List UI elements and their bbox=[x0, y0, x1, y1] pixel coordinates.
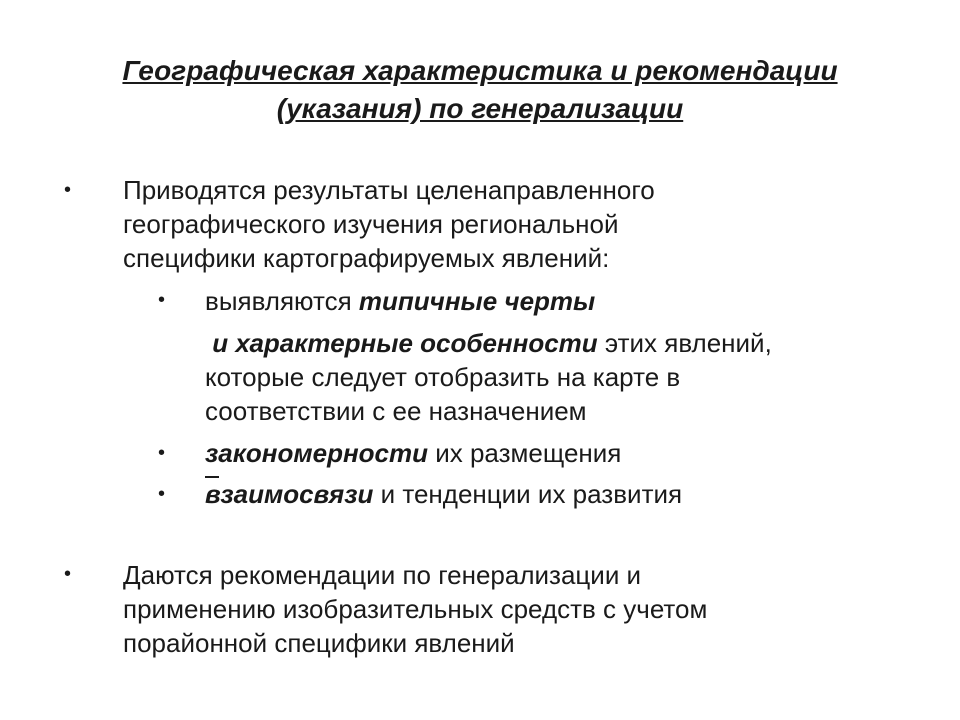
sub-bullet-1-cont-line-1 bbox=[205, 326, 925, 360]
bullet-1-text bbox=[123, 173, 923, 275]
sub-bullet-1-cont-line-3: соответствии с ее назначением bbox=[205, 396, 587, 426]
bullet-2-line-3: порайонной специфики явлений bbox=[123, 628, 515, 658]
bullet-1-line-3: специфики картографируемых явлений: bbox=[123, 243, 610, 273]
sub-bullet-3-text bbox=[205, 477, 925, 511]
bullet-2-line-2: применению изобразительных средств с учетом bbox=[123, 594, 708, 624]
sub-bullet-2-line bbox=[205, 436, 925, 478]
sub-bullet-1-cont-rest: этих явлений, bbox=[597, 328, 772, 358]
bullet-2-line-1: Даются рекомендации по генерализации и bbox=[123, 560, 642, 590]
title-line-2: (указания) по генерализации bbox=[276, 93, 684, 124]
sub-bullet-3-line bbox=[205, 477, 925, 511]
bullet-1-line-1: Приводятся результаты целенаправленного bbox=[123, 175, 655, 205]
sub-bullet-1-line-1 bbox=[205, 284, 925, 318]
sub-bullet-1-prefix: выявляются bbox=[205, 286, 359, 316]
sub-bullet-2-text bbox=[205, 436, 925, 478]
bullet-dot-1: • bbox=[64, 179, 72, 201]
bullet-1-line-2: географического изучения региональной bbox=[123, 209, 619, 239]
title-line-1: Географическая характеристика и рекомендации bbox=[122, 55, 838, 86]
sub-bullet-dot-3: • bbox=[158, 483, 166, 505]
sub-bullet-2-rest: их размещения bbox=[428, 438, 622, 468]
sub-bullet-1-cont-emphasis: и характерные особенности bbox=[205, 328, 598, 358]
sub-bullet-2-emphasis: закономерности bbox=[205, 438, 428, 468]
sub-bullet-1-cont-line-2: которые следует отобразить на карте в bbox=[205, 362, 681, 392]
sub-bullet-dot-2: • bbox=[158, 442, 166, 464]
sub-bullet-1-continuation bbox=[205, 326, 925, 428]
bullet-dot-2: • bbox=[64, 563, 72, 585]
sub-bullet-1-emphasis: типичные черты bbox=[358, 286, 596, 316]
sub-bullet-3-emphasis: взаимосвязи bbox=[205, 479, 374, 509]
sub-bullet-3-rest: и тенденции их развития bbox=[373, 479, 683, 509]
sub-bullet-1-text bbox=[205, 284, 925, 318]
slide-title bbox=[40, 52, 920, 128]
sub-bullet-dot-1: • bbox=[158, 289, 166, 311]
bullet-2-text bbox=[123, 558, 923, 660]
